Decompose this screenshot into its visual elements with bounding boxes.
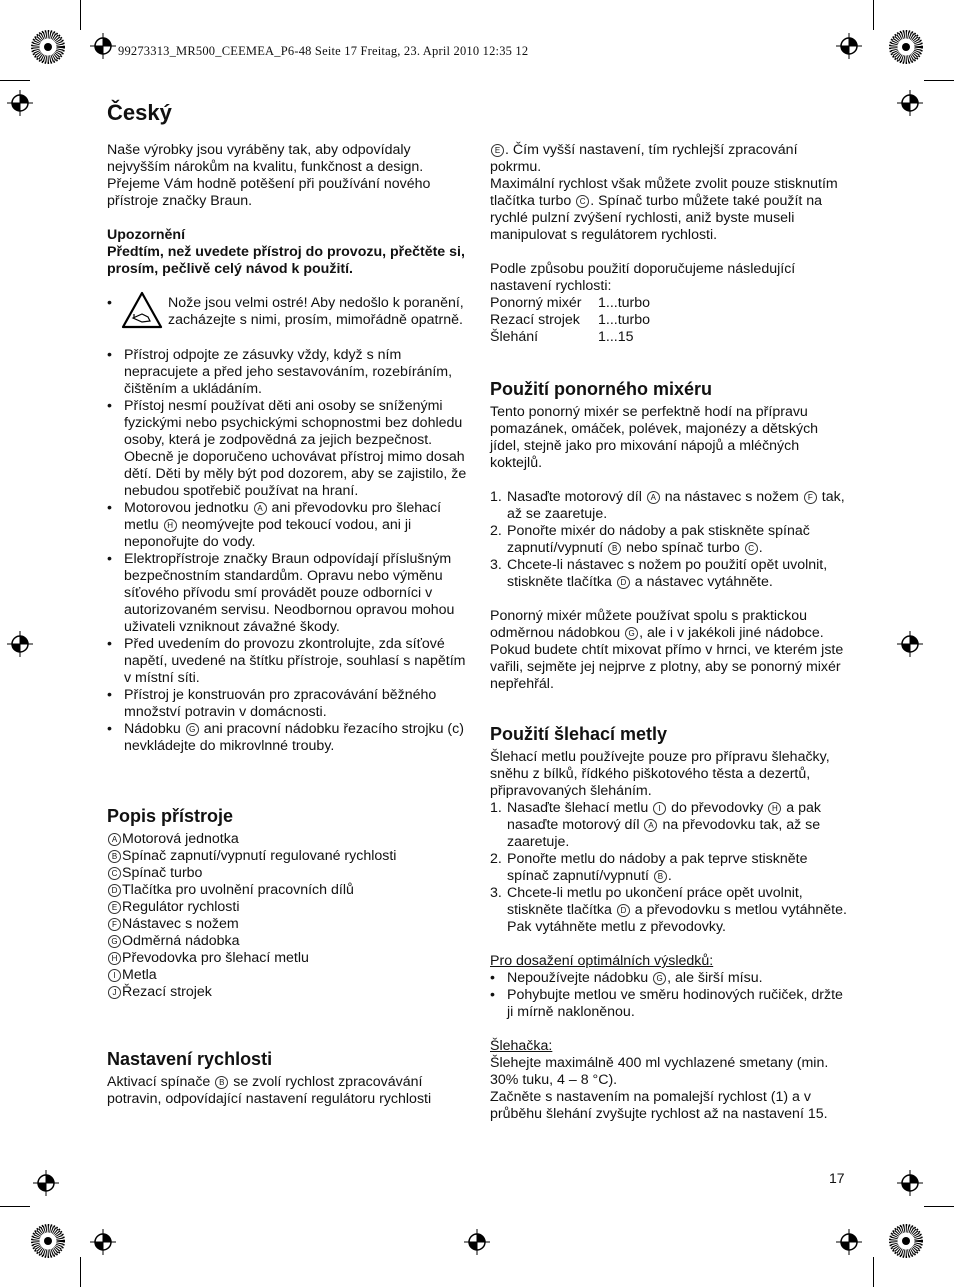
ref-f-icon: F xyxy=(108,918,121,931)
intro-paragraph: Naše výrobky jsou vyráběny tak, aby odpovídaly nejvyšším nárokům na kvalitu, funkčnost a design. Přejeme Vám hodně potěšení při používání nového přístroje značky Braun. xyxy=(107,142,431,209)
list-item xyxy=(107,636,467,687)
tips-heading: Pro dosažení optimálních výsledků: xyxy=(490,953,714,969)
ref-g-icon: G xyxy=(108,935,121,948)
part-label: Řezací strojek xyxy=(122,984,212,1000)
part-label: Spínač turbo xyxy=(122,865,203,881)
list-item xyxy=(107,916,467,933)
registration-mark-icon xyxy=(897,631,923,657)
slehacka-heading: Šlehačka: xyxy=(490,1038,553,1054)
parts-list xyxy=(107,831,467,1001)
text-run: Nasaďte motorový díl xyxy=(507,489,642,505)
crop-mark xyxy=(80,0,81,30)
registration-mark-icon xyxy=(836,33,862,59)
ref-b-icon: B xyxy=(654,870,667,883)
text-run: , ale širší mísu. xyxy=(667,970,763,986)
registration-mark-icon xyxy=(836,1229,862,1255)
text-run: a převodovku s metlou vytáhněte. Pak vytáhněte metlu z převodovky. xyxy=(507,902,847,935)
list-item: 3. Chcete-li metlu po ukončení práce opět uvolnit, stiskněte tlačítka D a převodovku s metlou vytáhněte. Pak vytáhněte metlu z převodovky. xyxy=(490,885,847,935)
text-run: a nástavec vytáhněte. xyxy=(634,574,773,590)
ref-a-icon: A xyxy=(108,833,121,846)
text-run: a pak nasaďte motorový díl xyxy=(507,800,822,833)
text-run: Ponořte metlu do nádoby a pak teprve stiskněte spínač zapnutí/vypnutí xyxy=(507,851,808,884)
warning-heading: Upozornění xyxy=(107,227,186,243)
list-item xyxy=(107,967,467,984)
ref-j-icon: J xyxy=(108,986,121,999)
list-item-text: Motorovou jednotku xyxy=(124,500,249,516)
list-item: 3. Chcete-li nástavec s nožem po použití opět uvolnit, stiskněte tlačítka D a nástavec vytáhněte. xyxy=(490,557,828,590)
text-run: tak, až se zaaretuje. xyxy=(507,489,845,522)
ref-b-icon: B xyxy=(108,850,121,863)
setting-value: 1...turbo xyxy=(598,312,651,328)
table-row xyxy=(490,312,650,329)
ref-h-icon: H xyxy=(164,519,177,532)
text-run: Ponořte mixér do nádoby a pak stiskněte spínač zapnutí/vypnutí xyxy=(507,523,810,556)
list-item xyxy=(107,984,467,1001)
ref-g-icon: G xyxy=(653,972,666,985)
list-item xyxy=(107,950,467,967)
ponorny-intro: Tento ponorný mixér se perfektně hodí na přípravu pomazánek, omáček, polévek, majonézy a dětských jídel, stejně jako pro mixování nápojů a mléčných koktejlů. xyxy=(490,404,819,471)
ref-e-icon: E xyxy=(108,901,121,914)
text-run: do převodovky xyxy=(671,800,764,816)
list-item xyxy=(107,687,467,721)
ref-h-icon: H xyxy=(108,952,121,965)
part-label: Nástavec s nožem xyxy=(122,916,239,932)
registration-mark-icon xyxy=(897,1170,923,1196)
text-run: . Spínač turbo můžete také použít na rychlé pulzní zvýšení rychlosti, aniž byste museli manipulovat s regulátorem rychlosti. xyxy=(490,193,823,243)
list-item xyxy=(107,295,467,347)
registration-mark-icon xyxy=(33,1170,59,1196)
rosette-mark-icon xyxy=(889,30,923,64)
registration-mark-icon xyxy=(7,90,33,116)
text-run: Chcete-li nástavec s nožem po použití opět uvolnit, stiskněte tlačítka xyxy=(507,557,828,590)
slehacka-text-1: Šlehejte maximálně 400 ml vychlazené smetany (min. 30% tuku, 4 – 8 °C). xyxy=(490,1055,829,1088)
part-label: Motorová jednotka xyxy=(122,831,239,847)
part-label: Regulátor rychlosti xyxy=(122,899,240,915)
setting-name: Rezací strojek xyxy=(490,312,580,328)
ponorny-note xyxy=(490,608,848,693)
crop-mark xyxy=(0,80,30,81)
print-header: 99273313_MR500_CEEMEA_P6-48 Seite 17 Freitag, 23. April 2010 12:35 12 xyxy=(118,44,529,58)
ref-d-icon: D xyxy=(108,884,121,897)
page-title: Český xyxy=(107,100,172,125)
setting-name: Ponorný mixér xyxy=(490,295,582,311)
crop-mark xyxy=(80,1257,81,1287)
ref-b-icon: B xyxy=(608,542,621,555)
section-heading-popis: Popis přístroje xyxy=(107,806,234,826)
ref-i-icon: I xyxy=(653,802,666,815)
text-run: se zvolí rychlost zpracovávání potravin, odpovídající nastavení regulátoru rychlosti xyxy=(107,1074,432,1107)
left-column xyxy=(107,142,467,1108)
rosette-mark-icon xyxy=(31,1224,65,1258)
part-label: Převodovka pro šlehací metlu xyxy=(122,950,309,966)
list-item-text: Elektropřístroje značky Braun odpovídají příslušným bezpečnostním standardům. Opravu nebo výměnu síťového přívodu smí provádět pouze odborníci v autorizovaném servisu. Neodbornou opravou mohou uživateli vzniknout závažné škody. xyxy=(124,551,455,635)
ref-b-icon: B xyxy=(215,1076,228,1089)
crop-mark xyxy=(0,1206,30,1207)
section-heading-nastaveni: Nastavení rychlosti xyxy=(107,1049,273,1069)
registration-mark-icon xyxy=(90,1229,116,1255)
tips-list xyxy=(490,970,848,1021)
nastaveni-paragraph xyxy=(107,1074,467,1108)
section-heading-slehaci: Použití šlehací metly xyxy=(490,724,668,744)
ref-d-icon: D xyxy=(617,904,630,917)
ref-i-icon: I xyxy=(108,969,121,982)
list-item xyxy=(107,831,467,848)
slehaci-steps xyxy=(490,800,848,936)
setting-value: 1...15 xyxy=(598,329,634,345)
part-label: Metla xyxy=(122,967,157,983)
text-run: Ponorný mixér můžete používat spolu s praktickou odměrnou nádobkou xyxy=(490,608,808,641)
ponorny-steps xyxy=(490,489,848,591)
list-item xyxy=(107,721,467,755)
settings-table xyxy=(490,295,650,346)
list-item xyxy=(107,933,467,950)
ref-c-icon: C xyxy=(745,542,758,555)
recommend-paragraph: Podle způsobu použití doporučujeme následující nastavení rychlosti: xyxy=(490,261,796,294)
list-item-text: neomývejte pod tekoucí vodou, ani ji neponořujte do vody. xyxy=(124,517,412,550)
text-run: nebo spínač turbo xyxy=(626,540,740,556)
list-item-text: ani pracovní nádobku řezacího strojku (c) nevkládejte do mikrovlnné trouby. xyxy=(124,721,464,754)
list-item-text: Nože jsou velmi ostré! Aby nedošlo k poranění, zacházejte s nimi, prosím, mimořádně opatrně. xyxy=(168,295,464,328)
list-item-text: Přístroj je konstruován pro zpracovávání běžného množství potravin v domácnosti. xyxy=(124,687,437,720)
text-run: , ale i v jakékoli jiné nádobce. Pokud budete chtít mixovat přímo v hrnci, ve kterém jste vařili, sejměte jej nejprve z plotny, aby se ponorný mixér nepřehřál. xyxy=(490,625,844,692)
text-run: Maximální rychlost však můžete zvolit pouze stisknutím tlačítka turbo xyxy=(490,176,838,209)
list-item xyxy=(107,865,467,882)
warning-triangle-icon xyxy=(121,291,163,329)
list-item xyxy=(490,987,848,1021)
registration-mark-icon xyxy=(464,1229,490,1255)
list-item-text: Přístroj odpojte ze zásuvky vždy, když s ním nepracujete a před jeho sestavováním, rozebíráním, čištěním a ukládáním. xyxy=(124,347,453,397)
list-item xyxy=(107,398,467,500)
text-run: Nepoužívejte nádobku xyxy=(507,970,649,986)
right-column xyxy=(490,142,848,1123)
list-item xyxy=(107,500,467,551)
ref-a-icon: A xyxy=(644,819,657,832)
part-label: Odměrná nádobka xyxy=(122,933,240,949)
crop-mark xyxy=(924,1206,954,1207)
ref-a-icon: A xyxy=(254,502,267,515)
registration-mark-icon xyxy=(897,90,923,116)
list-item xyxy=(107,882,467,899)
part-label: Tlačítka pro uvolnění pracovních dílů xyxy=(122,882,354,898)
text-run: na nástavec s nožem xyxy=(664,489,799,505)
list-item: 2. Ponořte metlu do nádoby a pak teprve stiskněte spínač zapnutí/vypnutí B . xyxy=(490,851,808,884)
text-run: na převodovku tak, až se zaaretuje. xyxy=(507,817,821,850)
list-item-text: Přístoj nesmí používat děti ani osoby se sníženými fyzickými nebo psychickými schopnostmi bez dohledu osoby, která je zodpovědná za jejich bezpečnost. Obecně je doporučeno uchovávat přístroj mimo dosah dětí. Děti by měly být pod dozorem, aby se zajistilo, že nebudou spotřebič používat na hraní. xyxy=(124,398,467,499)
list-item-text: Nádobku xyxy=(124,721,181,737)
list-item xyxy=(490,970,848,987)
section-heading-ponorny: Použití ponorného mixéru xyxy=(490,379,713,399)
text-run: . Čím vyšší nastavení, tím rychlejší zpracování pokrmu. xyxy=(490,142,798,175)
ref-g-icon: G xyxy=(186,723,199,736)
warning-text: Předtím, než uvedete přístroj do provozu, přečtěte si, prosím, pečlivě celý návod k použití. xyxy=(107,244,465,277)
text-run: Pohybujte metlou ve směru hodinových ručiček, držte ji mírně nakloněnou. xyxy=(507,987,843,1020)
list-item: 1. Nasaďte motorový díl A na nástavec s nožem F tak, až se zaaretuje. xyxy=(490,489,845,522)
list-item: 2. Ponořte mixér do nádoby a pak stiskněte spínač zapnutí/vypnutí B nebo spínač turbo C . xyxy=(490,523,810,556)
setting-value: 1...turbo xyxy=(598,295,651,311)
crop-mark xyxy=(873,0,874,30)
page-number: 17 xyxy=(829,1170,845,1186)
ref-c-icon: C xyxy=(108,867,121,880)
slehaci-intro: Šlehací metlu používejte pouze pro přípravu šlehačky, sněhu z bílků, řídkého piškotového těsta a dezertů, připravovaných šleháním. xyxy=(490,749,830,799)
ref-d-icon: D xyxy=(617,576,630,589)
text-run: Aktivací spínače xyxy=(107,1074,211,1090)
table-row xyxy=(490,295,650,312)
text-run: Nasaďte šlehací metlu xyxy=(507,800,649,816)
rosette-mark-icon xyxy=(889,1224,923,1258)
registration-mark-icon xyxy=(7,631,33,657)
ref-e-icon: E xyxy=(491,144,504,157)
registration-mark-icon xyxy=(90,33,116,59)
ref-f-icon: F xyxy=(804,491,817,504)
text-run: Chcete-li metlu po ukončení práce opět uvolnit, stiskněte tlačítka xyxy=(507,885,803,918)
list-item-text: ani převodovku pro šlehací metlu xyxy=(124,500,442,533)
ref-g-icon: G xyxy=(625,627,638,640)
safety-list xyxy=(107,295,467,755)
list-item xyxy=(107,899,467,916)
list-item xyxy=(107,551,467,636)
list-item xyxy=(107,848,467,865)
part-label: Spínač zapnutí/vypnutí regulované rychlosti xyxy=(122,848,397,864)
list-item xyxy=(107,347,467,398)
table-row xyxy=(490,329,650,346)
setting-name: Šlehání xyxy=(490,329,539,345)
rosette-mark-icon xyxy=(31,30,65,64)
crop-mark xyxy=(924,80,954,81)
list-item: 1. Nasaďte šlehací metlu I do převodovky H a pak nasaďte motorový díl A na převodovku tak, až se zaaretuje. xyxy=(490,800,822,850)
crop-mark xyxy=(873,1257,874,1287)
list-item-text: Před uvedením do provozu zkontrolujte, zda síťové napětí, uvedené na štítku přístroje, souhlasí s napětím v místní síti. xyxy=(124,636,466,686)
ref-c-icon: C xyxy=(576,195,589,208)
nastaveni-continued xyxy=(490,142,848,244)
ref-h-icon: H xyxy=(768,802,781,815)
ref-a-icon: A xyxy=(647,491,660,504)
slehacka-text-2: Začněte s nastavením na pomalejší rychlost (1) a v průběhu šlehání zvyšujte rychlost až na nastavení 15. xyxy=(490,1089,828,1122)
